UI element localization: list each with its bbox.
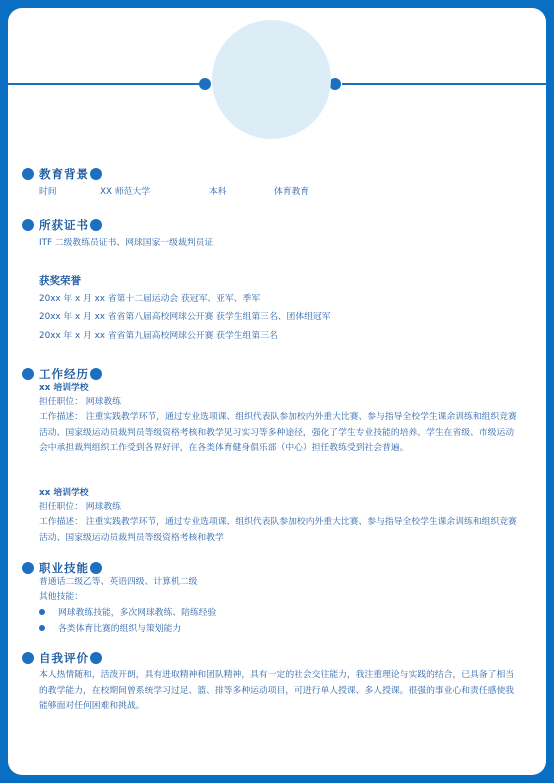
section-education bbox=[22, 166, 102, 182]
section-bullet bbox=[90, 368, 102, 380]
award-item: 20xx 年 x 月 xx 省省第九届高校网球公开赛 获学生组第三名 bbox=[39, 331, 278, 341]
header-line-right bbox=[342, 83, 546, 85]
section-title: 工作经历 bbox=[39, 367, 89, 381]
section-bullet bbox=[22, 652, 34, 664]
header-dot-left bbox=[199, 78, 211, 90]
award-item: 20xx 年 x 月 xx 省第十二届运动会 获冠军、亚军、季军 bbox=[39, 294, 261, 304]
section-title: 职业技能 bbox=[39, 561, 89, 575]
skill-item bbox=[39, 605, 216, 618]
section-bullet bbox=[22, 562, 34, 574]
job-description: 工作描述： 注重实践教学环节，通过专业选项课、组织代表队参加校内外重大比赛、参与指导全校学生课余训练和组织竞赛活动、国家级运动员裁判员等级资格考核和教学 bbox=[39, 517, 517, 543]
section-title: 自我评价 bbox=[39, 651, 89, 665]
skill-item-text: 各类体育比赛的组织与策划能力 bbox=[58, 624, 182, 634]
section-self-eval bbox=[22, 650, 102, 666]
education-time: 时间 bbox=[39, 187, 57, 197]
section-bullet bbox=[22, 168, 34, 180]
job-position: 担任职位： 网球教练 bbox=[39, 502, 121, 512]
header-line-left bbox=[8, 83, 200, 85]
section-bullet bbox=[90, 652, 102, 664]
list-bullet bbox=[39, 609, 45, 615]
section-bullet bbox=[90, 219, 102, 231]
resume-page bbox=[8, 8, 546, 775]
section-certificates bbox=[22, 217, 102, 233]
skills-line: 其他技能： bbox=[39, 592, 83, 602]
certificates-text: ITF 二级教练员证书、网球国家一级裁判员证 bbox=[39, 238, 214, 248]
education-degree: 本科 bbox=[209, 187, 227, 197]
job-position: 担任职位： 网球教练 bbox=[39, 397, 121, 407]
awards-heading: 获奖荣誉 bbox=[39, 275, 81, 287]
job-description: 工作描述： 注重实践教学环节，通过专业选项课、组织代表队参加校内外重大比赛、参与指导全校学生课余训练和组织竞赛活动、国家级运动员裁判员等级资格考核和教学见习实习等多种途径，强化了学生专业技能的培养。学生在省级、市级运动会中承担裁判组织工作受到各界好评，在各类体育健身俱乐部（中心）担任教练受到社会普遍。 bbox=[39, 412, 517, 453]
self-eval-text: 本人热情随和，活泼开朗，具有进取精神和团队精神，具有一定的社会交往能力，我注重理论与实践的结合，已具备了相当的教学能力，在校期间曾系统学习过足、篮、排等多种运动项目，可进行单人授课、多人授课。很强的事业心和责任感使我能够面对任何困难和挑战。 bbox=[39, 670, 515, 711]
section-bullet bbox=[90, 168, 102, 180]
list-bullet bbox=[39, 625, 45, 631]
section-work bbox=[22, 366, 102, 382]
section-bullet bbox=[22, 368, 34, 380]
section-skills bbox=[22, 560, 102, 576]
skill-item-text: 网球教练技能，多次网球教练、陪练经验 bbox=[58, 608, 217, 618]
education-major: 体育教育 bbox=[274, 187, 310, 197]
job-org: xx 培训学校 bbox=[39, 488, 89, 498]
skills-line: 普通话二级乙等、英语四级、计算机二级 bbox=[39, 577, 198, 587]
skill-item bbox=[39, 621, 181, 634]
award-item: 20xx 年 x 月 xx 省省第八届高校网球公开赛 获学生组第三名、团体组冠军 bbox=[39, 312, 331, 322]
section-title: 教育背景 bbox=[39, 167, 89, 181]
job-org: xx 培训学校 bbox=[39, 383, 89, 393]
education-school: XX 师范大学 bbox=[100, 187, 151, 197]
section-bullet bbox=[90, 562, 102, 574]
photo-placeholder[interactable] bbox=[212, 20, 331, 139]
section-title: 所获证书 bbox=[39, 218, 89, 232]
section-bullet bbox=[22, 219, 34, 231]
